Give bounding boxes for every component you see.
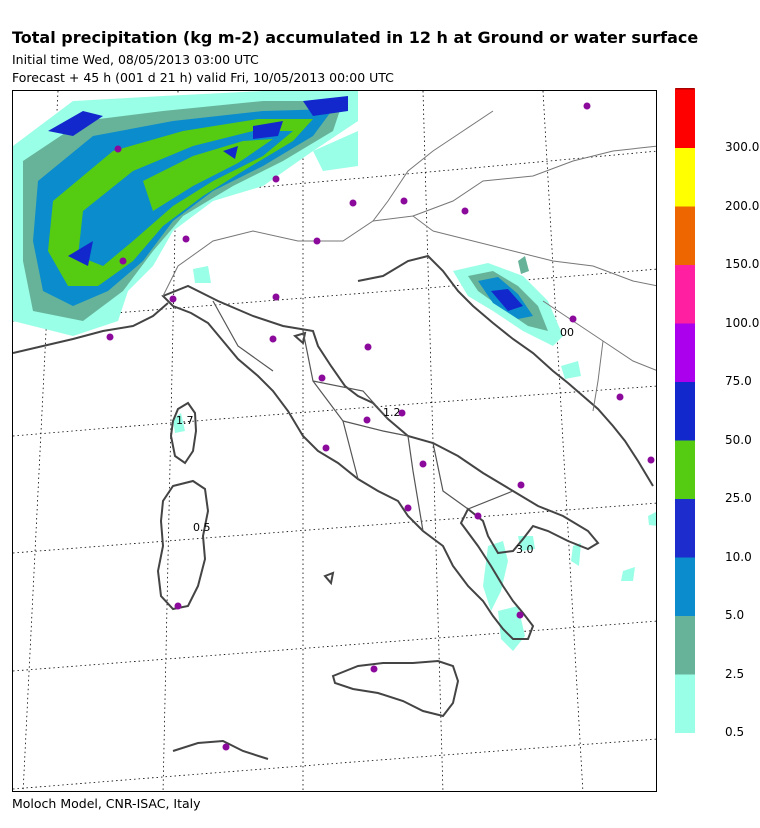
- legend-label-2: 5.0: [725, 608, 745, 622]
- legend-max-arrow: [675, 88, 695, 90]
- legend-label-9: 200.0: [725, 198, 760, 213]
- legend-swatch-5: [675, 382, 695, 441]
- contour-label-calabria: 3.0: [516, 543, 534, 556]
- forecast-time: Forecast + 45 h (001 d 21 h) valid Fri, 10/05/2013 00:00 UTC: [12, 70, 394, 85]
- legend-swatch-8: [675, 207, 695, 266]
- map-canvas: [13, 91, 657, 792]
- legend-swatch-3: [675, 499, 695, 558]
- contour-label-sardinia: 0.5: [193, 521, 211, 534]
- legend-label-6: 75.0: [725, 374, 752, 388]
- region-borders: [213, 301, 513, 531]
- precipitation-map: [12, 90, 657, 792]
- precip-scattered: [173, 131, 657, 651]
- legend-label-8: 150.0: [725, 257, 760, 271]
- initial-time: Initial time Wed, 08/05/2013 03:00 UTC: [12, 52, 259, 67]
- legend-label-10: 300.0: [725, 140, 760, 154]
- legend-label-5: 50.0: [725, 432, 752, 447]
- legend-swatch-2: [675, 558, 695, 617]
- precip-balkans: [453, 256, 563, 346]
- legend-label-7: 100.0: [725, 315, 760, 330]
- legend-swatch-0: [675, 675, 695, 734]
- legend-swatch-7: [675, 265, 695, 324]
- color-legend: [675, 88, 760, 739]
- legend-swatch-4: [675, 441, 695, 500]
- legend-label-0: 0.5: [725, 725, 745, 739]
- contour-label-corsica: 1.7: [176, 414, 194, 427]
- legend-swatch-9: [675, 148, 695, 207]
- legend-colorbar: [675, 88, 755, 738]
- legend-label-1: 2.5: [725, 666, 745, 681]
- contour-label-apennines: 1.2: [383, 406, 401, 419]
- legend-swatch-10: [675, 90, 695, 149]
- legend-swatch-6: [675, 324, 695, 383]
- legend-swatch-1: [675, 616, 695, 675]
- legend-label-4: 25.0: [725, 491, 752, 505]
- contour-label-balkans: 00: [560, 326, 574, 339]
- precip-northwest: [13, 91, 358, 336]
- legend-label-3: 10.0: [725, 549, 752, 564]
- model-credit: Moloch Model, CNR-ISAC, Italy: [12, 796, 201, 811]
- chart-title: Total precipitation (kg m-2) accumulated in 12 h at Ground or water surface: [12, 28, 699, 47]
